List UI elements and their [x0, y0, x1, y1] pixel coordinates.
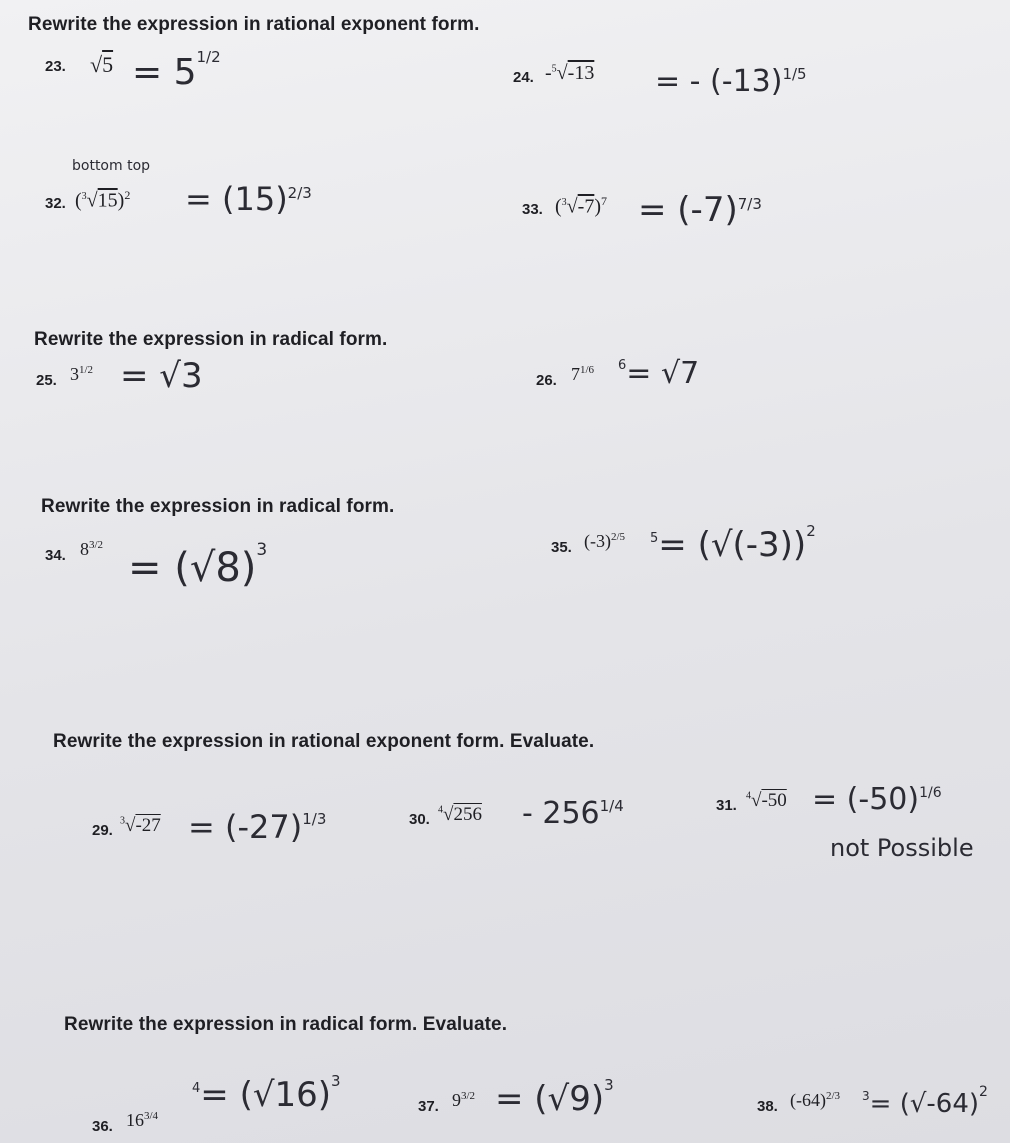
problem-23-answer-exponent: 1/2: [196, 48, 221, 66]
problem-26-answer: [618, 356, 699, 391]
problem-36-number: 36.: [92, 1118, 113, 1135]
section-heading-radical-1: Rewrite the expression in radical form.: [34, 329, 388, 350]
problem-29-number: 29.: [92, 822, 113, 839]
problem-33-power: 7: [601, 194, 607, 208]
problem-32-power: 2: [124, 188, 131, 202]
problem-30-answer-base: - 256: [522, 796, 600, 831]
section-heading-rational-eval: Rewrite the expression in rational exponent form. Evaluate.: [53, 731, 595, 752]
problem-38-answer-index: 3: [862, 1089, 870, 1103]
problem-36-answer-text: = (√16): [200, 1075, 332, 1115]
problem-34-expression: [80, 539, 103, 560]
problem-35-number: 35.: [551, 539, 572, 556]
radical-sign-icon: √: [443, 804, 454, 825]
radical-sign-icon: √: [556, 62, 568, 84]
problem-32-number: 32.: [45, 195, 66, 212]
problem-31-answer-exponent: 1/6: [919, 785, 942, 801]
problem-33-number: 33.: [522, 201, 543, 218]
section-heading-radical-2: Rewrite the expression in radical form.: [41, 496, 395, 517]
radical-sign-icon: √: [86, 189, 98, 212]
problem-23-radicand: 5: [102, 52, 114, 77]
problem-32-answer: [185, 180, 312, 218]
problem-34-exponent: 3/2: [89, 539, 104, 551]
problem-37-answer-text: = (√9): [495, 1079, 605, 1119]
problem-31-expression: [746, 790, 787, 812]
problem-37-number: 37.: [418, 1098, 439, 1115]
problem-37-base: 9: [452, 1090, 461, 1110]
problem-24-expression: -$^5$√-13: [545, 62, 595, 84]
problem-29-index: 3: [120, 815, 125, 827]
problem-36-answer: [192, 1072, 341, 1115]
section-heading-rational-1: Rewrite the expression in rational exponent form.: [28, 14, 480, 35]
problem-38-answer-power: 2: [979, 1084, 988, 1100]
problem-32-answer-exponent: 2/3: [287, 184, 312, 202]
problem-33-expression: $(^3√-7)^7$: [555, 194, 607, 218]
problem-38-expression: [790, 1090, 840, 1111]
problem-33-answer-exponent: 7/3: [737, 195, 762, 213]
problem-35-answer: [650, 522, 816, 565]
problem-31-answer: [812, 782, 942, 817]
problem-36-exponent: 3/4: [144, 1110, 159, 1122]
problem-34-answer-text: = (√8): [128, 545, 257, 591]
problem-25-base: 3: [70, 364, 79, 384]
radical-sign-icon: √: [751, 790, 762, 811]
problem-35-expression: [584, 531, 625, 552]
problem-25-answer: = √3: [120, 356, 203, 396]
problem-23-expression: [90, 52, 113, 78]
problem-36-base: 16: [126, 1110, 144, 1130]
problem-35-answer-text: = (√(-3)): [658, 525, 807, 565]
problem-24-index: 5: [551, 63, 557, 75]
problem-36-answer-power: 3: [331, 1072, 341, 1090]
section-heading-radical-eval: Rewrite the expression in radical form. Evaluate.: [64, 1014, 508, 1035]
problem-33-answer: [638, 190, 762, 230]
problem-33-answer-base: = (-7): [638, 190, 738, 230]
problem-30-number: 30.: [409, 811, 430, 828]
problem-25-number: 25.: [36, 372, 57, 389]
problem-34-base: 8: [80, 539, 89, 559]
problem-31-answer-base: = (-50): [812, 782, 920, 817]
problem-26-number: 26.: [536, 372, 557, 389]
problem-33-radicand: -7: [577, 195, 595, 218]
problem-33-index: 3: [561, 197, 567, 208]
problem-29-answer: [188, 808, 326, 846]
problem-31-index: 4: [746, 790, 751, 802]
problem-34-answer-power: 3: [256, 540, 268, 560]
problem-37-exponent: 3/2: [461, 1090, 476, 1102]
problem-36-answer-index: 4: [192, 1081, 201, 1096]
problem-30-index: 4: [438, 804, 443, 816]
problem-29-expression: [120, 815, 161, 837]
problem-35-answer-index: 5: [650, 531, 659, 546]
problem-26-base: 7: [571, 364, 580, 384]
problem-32-expression: $(^3√15)^2$: [75, 188, 131, 212]
problem-24-answer: [655, 64, 807, 99]
problem-31-number: 31.: [716, 797, 737, 814]
problem-26-exponent: 1/6: [580, 364, 595, 376]
problem-36-expression: [126, 1110, 158, 1131]
problem-30-answer-exponent: 1/4: [599, 797, 624, 815]
problem-31-radicand: -50: [761, 790, 787, 811]
problem-32-radicand: 15: [97, 189, 118, 212]
radical-sign-icon: √: [90, 52, 103, 77]
problem-38-base: (-64): [790, 1090, 826, 1110]
problem-37-answer-power: 3: [604, 1076, 614, 1094]
problem-26-expression: [571, 364, 594, 385]
problem-30-expression: [438, 804, 482, 826]
problem-31-note: not Possible: [830, 834, 974, 862]
problem-37-answer: [495, 1076, 614, 1119]
problem-30-answer: [522, 796, 624, 831]
problem-38-answer-text: = (√-64): [869, 1089, 980, 1119]
problem-24-answer-exponent: 1/5: [782, 65, 807, 83]
problem-34-number: 34.: [45, 547, 66, 564]
problem-38-answer: [862, 1084, 988, 1119]
problem-35-exponent: 2/5: [610, 531, 626, 543]
problem-24-answer-base: = - (-13): [655, 64, 783, 99]
problem-35-answer-power: 2: [806, 522, 816, 540]
problem-32-answer-base: = (15): [185, 180, 288, 218]
problem-32-note: bottom top: [72, 158, 151, 174]
problem-29-answer-base: = (-27): [188, 808, 303, 846]
radical-sign-icon: √: [566, 195, 578, 218]
radical-sign-icon: √: [125, 815, 136, 836]
problem-30-radicand: 256: [453, 804, 482, 825]
problem-32-index: 3: [81, 191, 87, 202]
problem-24-number: 24.: [513, 69, 534, 86]
problem-25-exponent: 1/2: [79, 364, 94, 376]
problem-35-base: (-3): [584, 531, 611, 551]
problem-29-radicand: -27: [135, 815, 161, 836]
problem-25-expression: [70, 364, 93, 385]
problem-37-expression: [452, 1090, 475, 1111]
problem-23-answer-base: = 5: [132, 52, 197, 93]
problem-38-exponent: 2/3: [825, 1090, 841, 1102]
problem-24-radicand: -13: [567, 62, 595, 84]
problem-29-answer-exponent: 1/3: [302, 810, 327, 828]
problem-26-answer-index: 6: [618, 358, 627, 373]
problem-23-number: 23.: [45, 58, 66, 75]
problem-34-answer: [128, 540, 267, 591]
problem-38-number: 38.: [757, 1098, 778, 1115]
problem-26-answer-text: = √7: [626, 356, 700, 391]
problem-23-answer: [132, 48, 221, 93]
